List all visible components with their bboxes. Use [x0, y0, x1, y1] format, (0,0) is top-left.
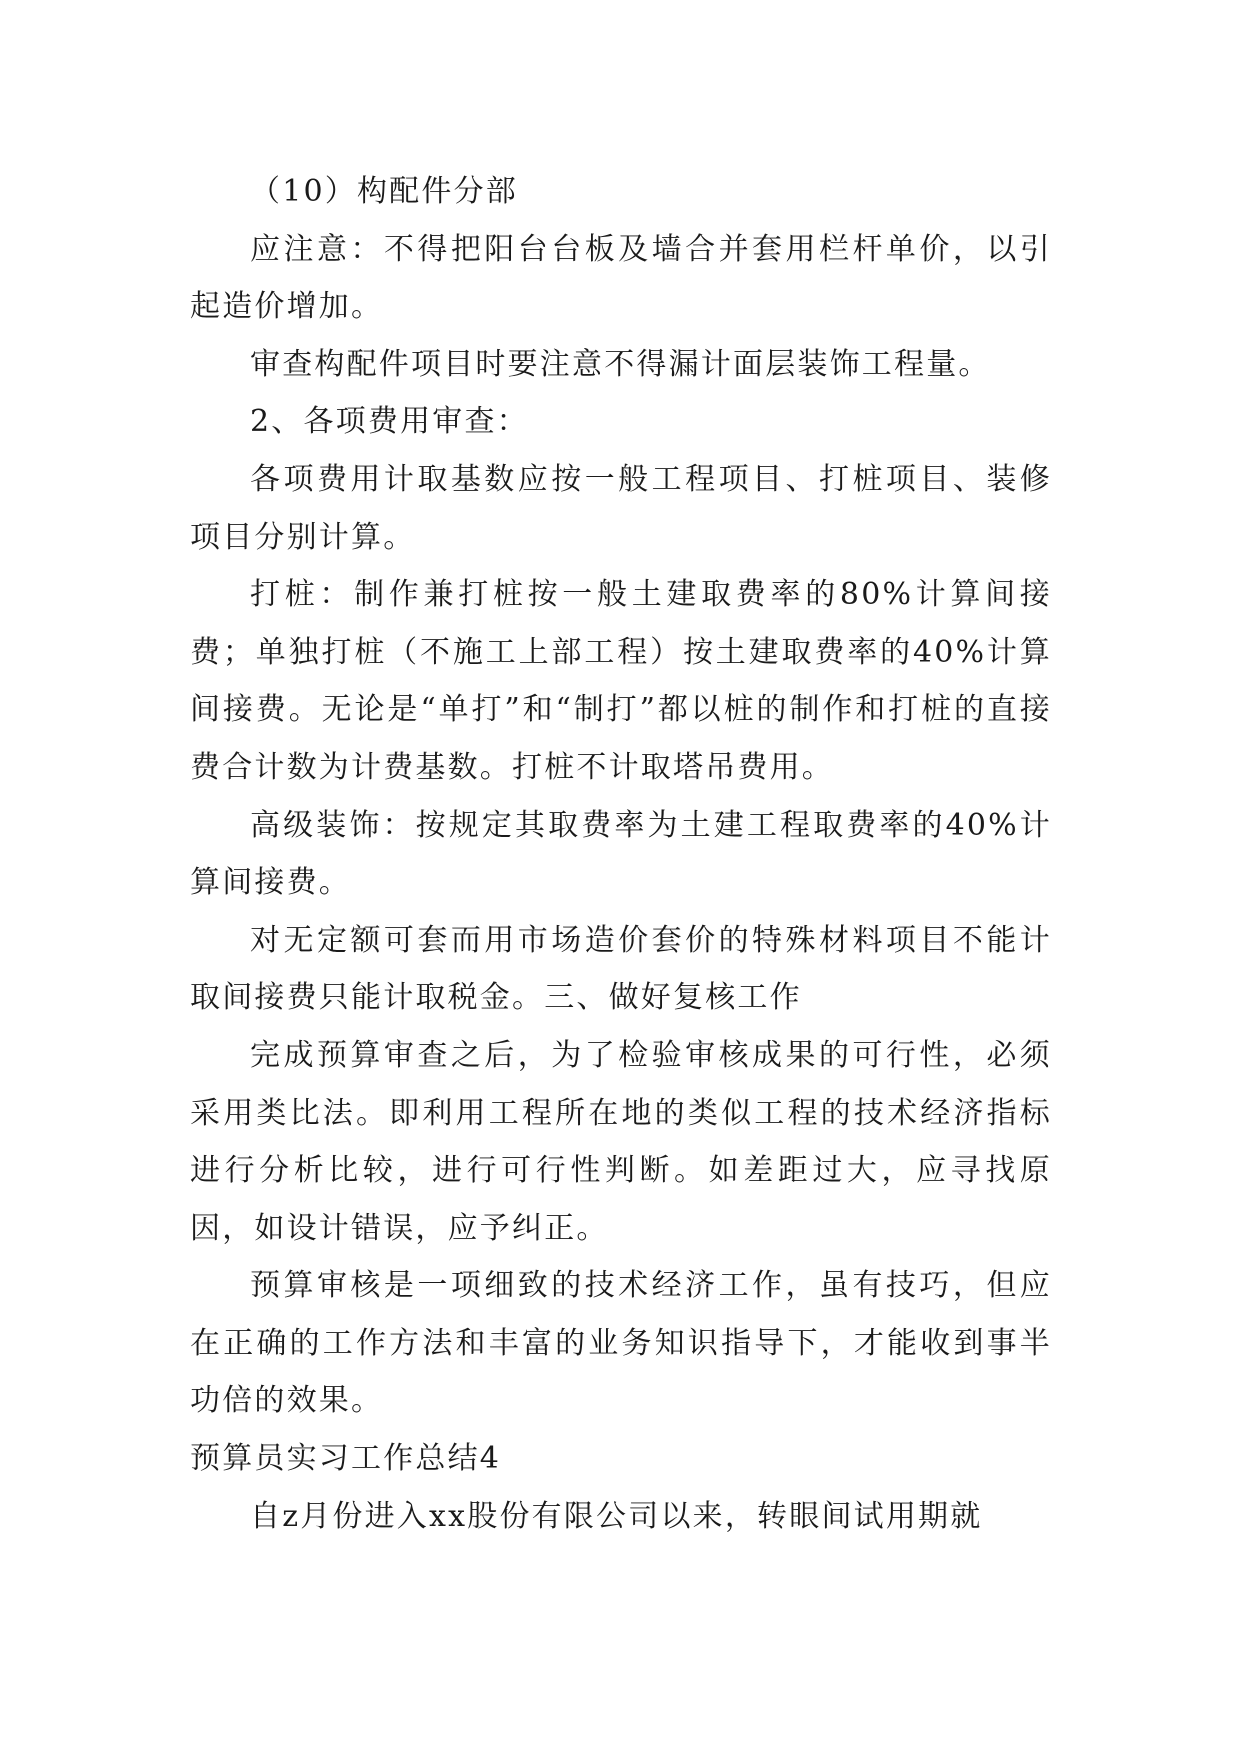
paragraph-recheck: 完成预算审查之后，为了检验审核成果的可行性，必须采用类比法。即利用工程所在地的类似工程的技术经济指标进行分析比较，进行可行性判断。如差距过大，应寻找原因，如设计错误，应予纠正。 — [190, 1037, 1052, 1246]
section-title: 预算员实习工作总结4 — [190, 1441, 502, 1477]
paragraph-conclusion: 预算审核是一项细致的技术经济工作，虽有技巧，但应在正确的工作方法和丰富的业务知识指导下，才能收到事半功倍的效果。 — [190, 1268, 1052, 1419]
paragraph-special-materials: 对无定额可套而用市场造价套价的特殊材料项目不能计取间接费只能计取税金。三、做好复核工作 — [190, 922, 1052, 1016]
paragraph-note-railing: 应注意：不得把阳台台板及墙合并套用栏杆单价，以引起造价增加。 — [190, 231, 1052, 325]
paragraph-section-fees: 2、各项费用审查： — [250, 404, 529, 440]
paragraph-piling: 打桩：制作兼打桩按一般土建取费率的80%计算间接费；单独打桩（不施工上部工程）按土建取费率的40%计算间接费。无论是“单打”和“制打”都以桩的制作和打桩的直接费合计数为计费基数。打桩不计取塔吊费用。 — [190, 577, 1052, 785]
paragraph-subsection-10: （10）构配件分部 — [250, 174, 518, 209]
paragraph-intro: 自z月份进入xx股份有限公司以来，转眼间试用期就 — [250, 1498, 983, 1534]
paragraph-review-components: 审查构配件项目时要注意不得漏计面层装饰工程量。 — [250, 346, 991, 382]
document-body — [190, 163, 1052, 1545]
paragraph-decoration: 高级装饰：按规定其取费率为土建工程取费率的40%计算间接费。 — [190, 807, 1052, 901]
paragraph-fee-basis: 各项费用计取基数应按一般工程项目、打桩项目、装修项目分别计算。 — [190, 461, 1052, 555]
